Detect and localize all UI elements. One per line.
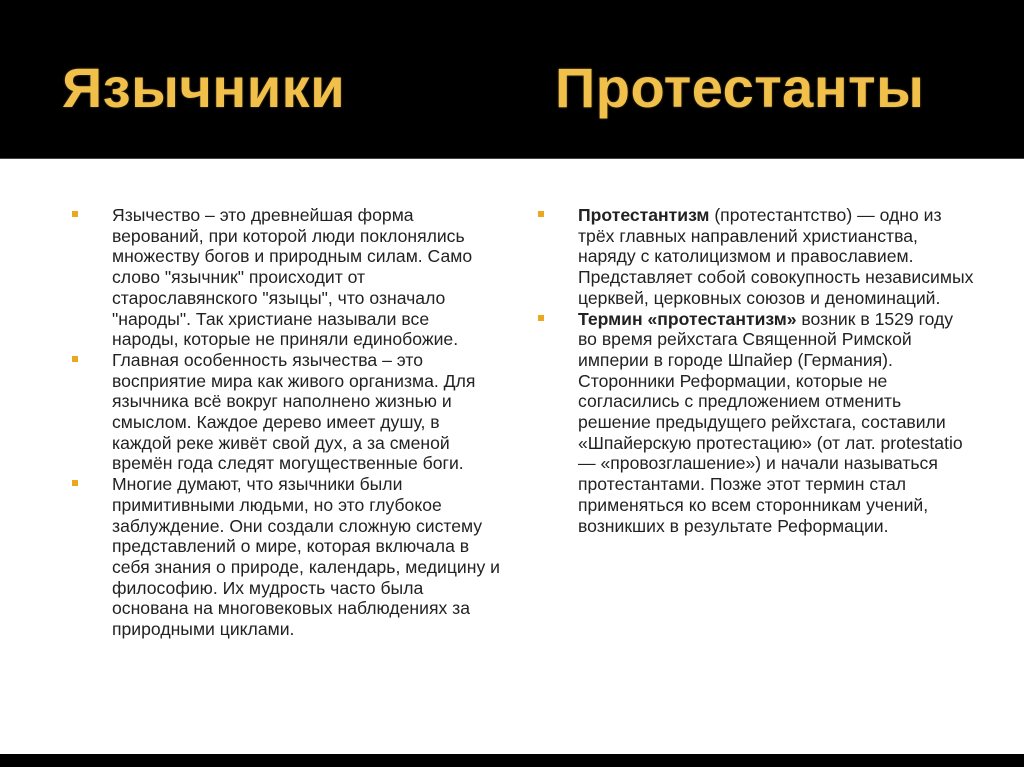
slide-content [0,158,1024,755]
square-bullet-icon [72,480,78,486]
square-bullet-icon [72,356,78,362]
left-bullet-item [70,474,500,640]
right-bullet-term: Термин «протестантизм» [578,308,797,329]
right-column [536,205,976,536]
left-bullet-text: Многие думают, что язычники были примитивными людьми, но это глубокое заблуждение. Они создали сложную систему представлений о мире, которая включала в себя знания о природе, календарь, медицину и философию. Их мудрость часто была основана на многовековых наблюдениях за природными циклами. [112,474,500,640]
slide-header [0,0,1024,158]
square-bullet-icon [72,211,78,217]
left-bullet-text: Главная особенность язычества – это восприятие мира как живого организма. Для язычника всё вокруг наполнено жизнью и смыслом. Каждое дерево имеет душу, в каждой реке живёт свой дух, а за сменой времён года следят могущественные боги. [112,349,476,474]
title-right: Протестанты [555,56,925,119]
square-bullet-icon [538,211,544,217]
right-bullet-term: Протестантизм [578,205,710,225]
right-bullet-text: (протестантство) — одно из трёх главных направлений христианства, наряду с католицизмом и православием. Представляет собой совокупность независимых церквей, церковных союзов и деноминаций. [578,205,974,308]
right-bullet-item [536,205,976,309]
left-bullet-text: Язычество – это древнейшая форма верований, при которой люди поклонялись множеству богов и природным силам. Само слово "язычник" происходит от старославянского "языцы", что означало "народы". Так христиане называли все народы, которые не приняли единобожие. [112,205,473,350]
right-bullet-text: возник в 1529 году во время рейхстага Священной Римской империи в городе Шпайер (Германия). Сторонники Реформации, которые не согласились с предложением отменить решение предыдущего рейхстага, составили «Шпайерскую протестацию» (от лат. protestatio — «провозглашение») и начали называться протестантами. Позже этот термин стал применяться ко всем сторонникам учений, возникших в результате Реформации. [578,308,963,536]
left-bullet-item [70,350,500,474]
right-bullet-item [536,309,976,537]
bottom-band [0,754,1024,767]
title-left: Язычники [62,56,346,119]
left-bullet-item [70,205,500,350]
left-column [70,205,500,640]
square-bullet-icon [538,315,544,321]
